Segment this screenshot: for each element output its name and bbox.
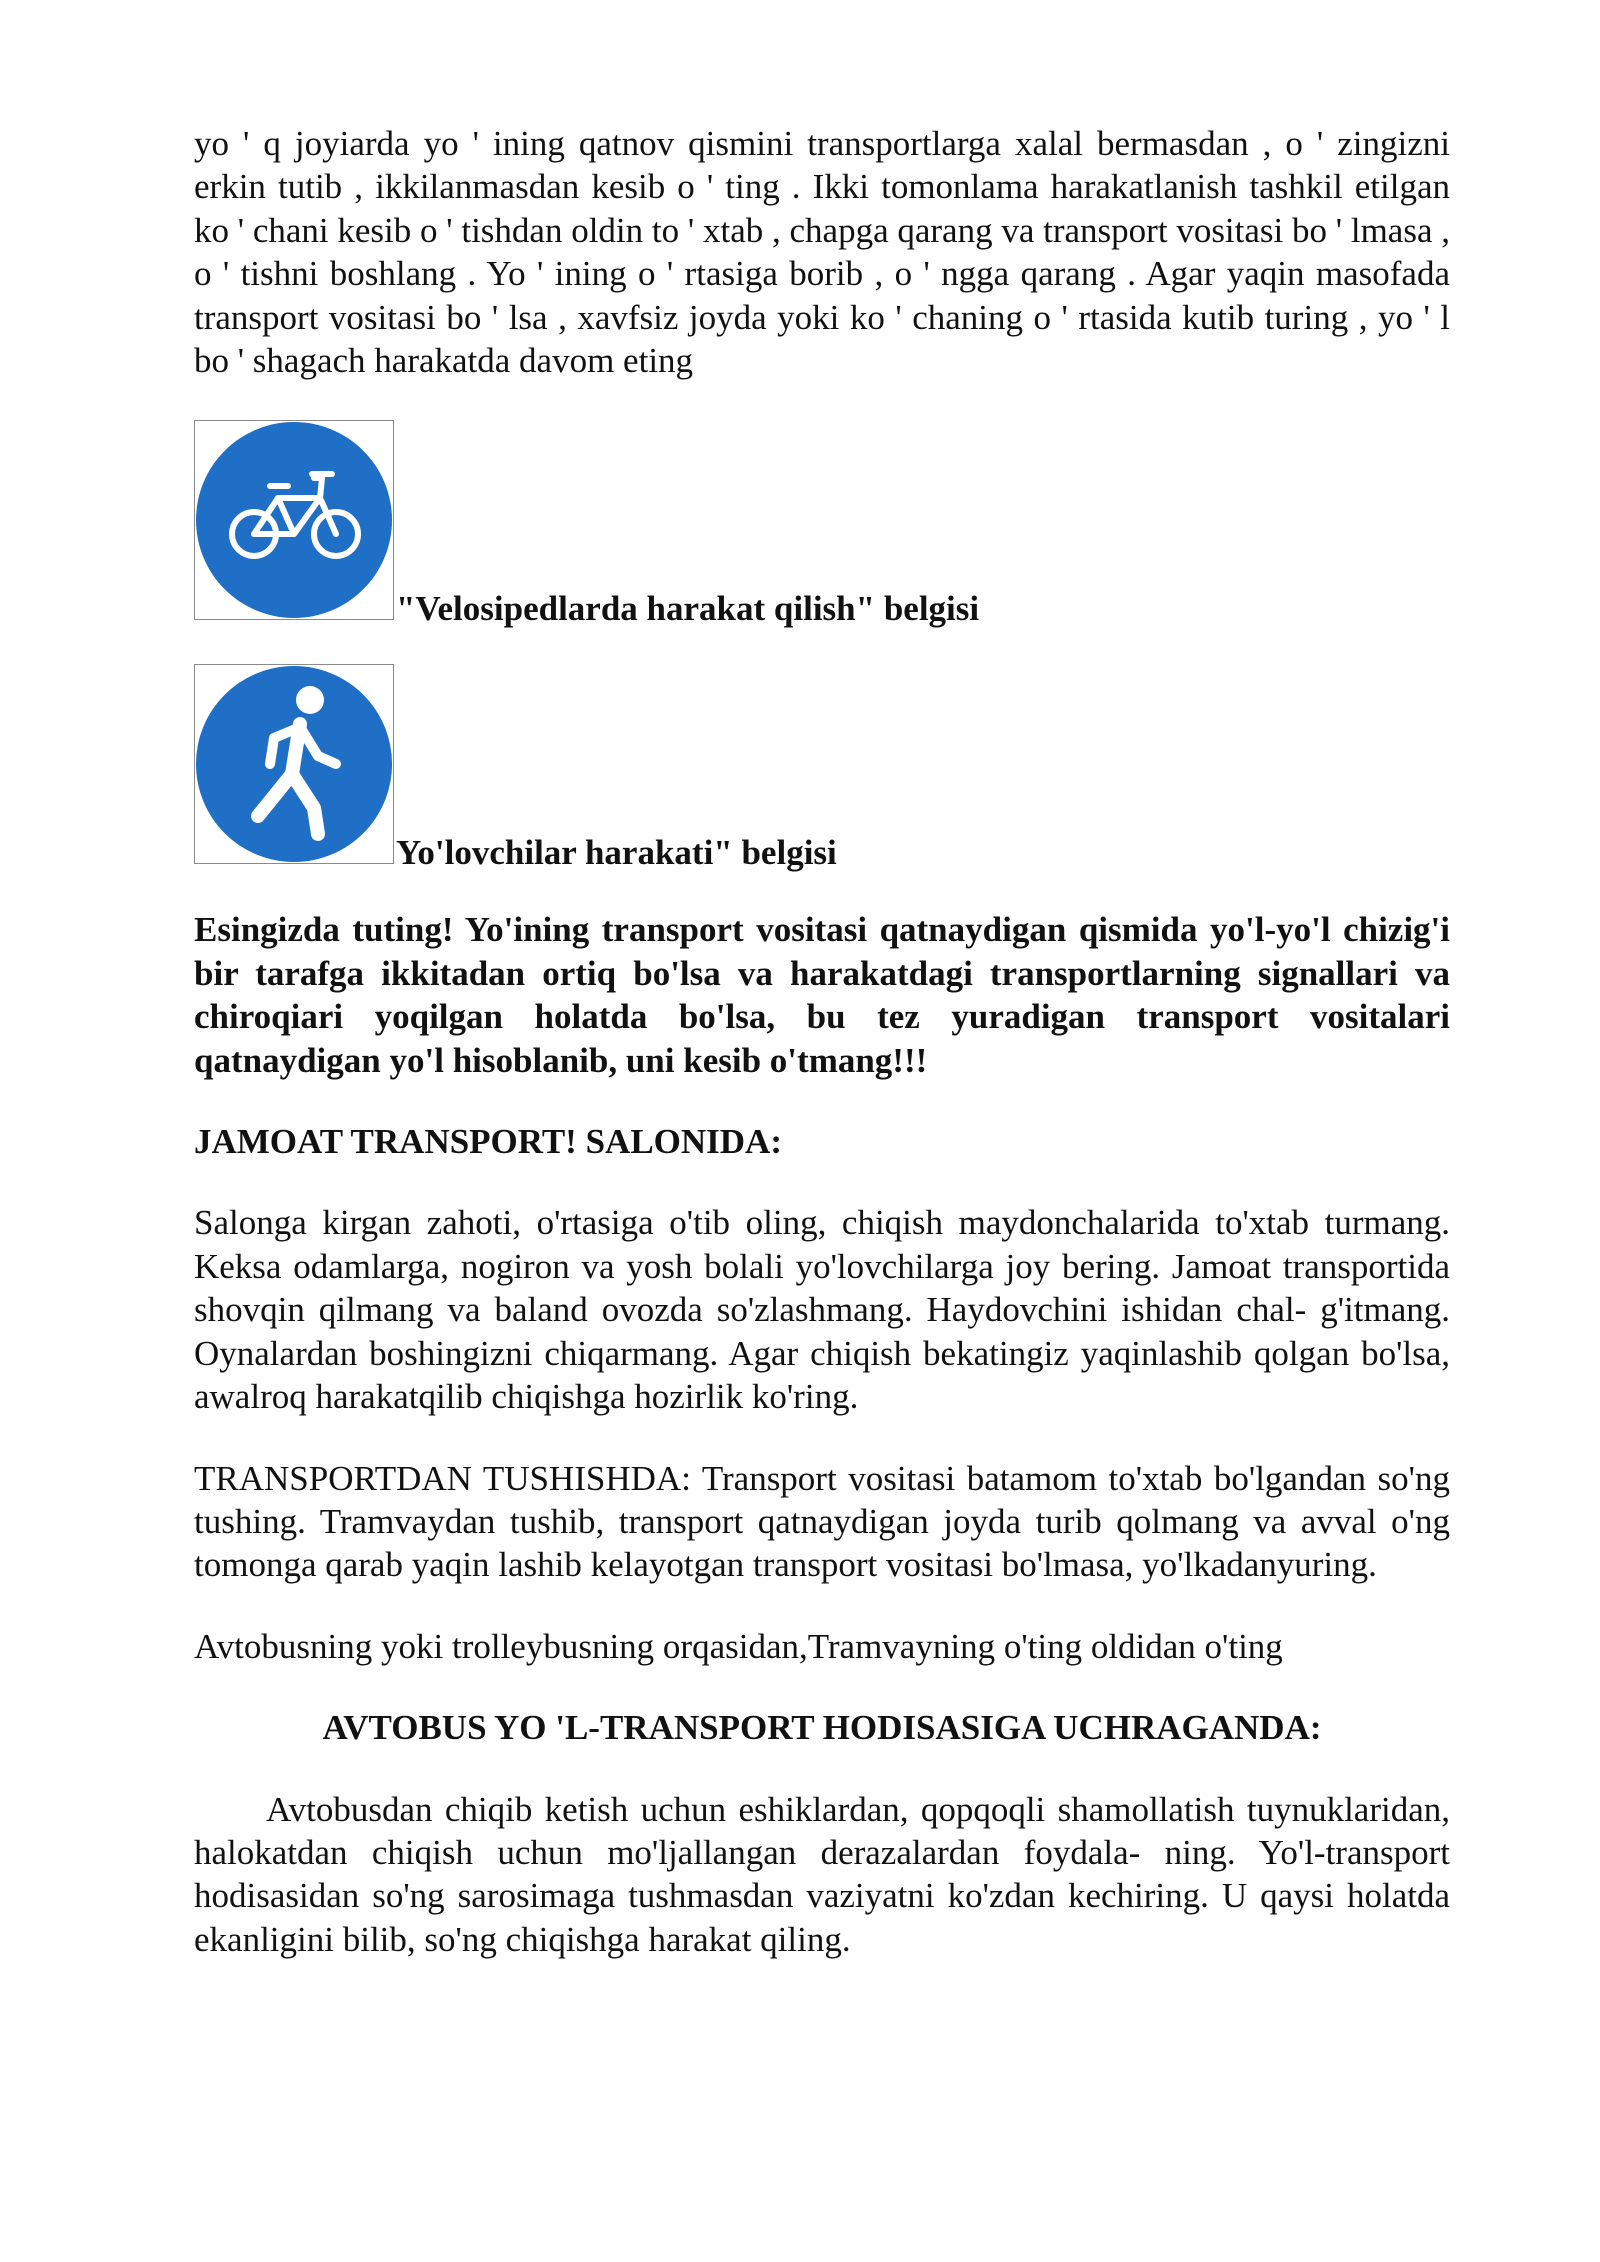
bicycle-icon [196, 422, 392, 618]
bicycle-sign-caption: "Velosipedlarda harakat qilish" belgisi [396, 589, 980, 629]
document-content [194, 122, 1450, 1999]
pedestrian-icon [196, 666, 392, 862]
remember-paragraph: Esingizda tuting! Yo'ining transport vositasi qatnaydigan qismida yo'l-yo'l chizig'i bir tarafga ikkitadan ortiq bo'lsa va harakatdagi transportlarning signallari va chiroqiari yoqilgan holatda bo'lsa, bu tez yuradigan transport vositalari qatnaydigan yo'l hisoblanib, uni kesib o'tmang!!! [194, 910, 1450, 1080]
sign-bicycle-row [194, 420, 1450, 629]
salon-paragraph: Salonga kirgan zahoti, o'rtasiga o'tib oling, chiqish maydonchalarida to'xtab turmang. Keksa odamlarga, nogiron va yosh bolali yo'lovchilarga joy bering. Jamoat transportida shovqin qilmang va baland ovozda so'zlashmang. Haydovchini ishidan chal- g'itmang. Oynalardan boshingizni chiqarmang. Agar chiqish bekatingiz yaqinlashib qolgan bo'lsa, awalroq harakatqilib chiqishga hozirlik ko'ring. [194, 1203, 1450, 1417]
pedestrian-sign-caption: Yo'lovchilar harakati" belgisi [396, 833, 837, 873]
salon-heading: JAMOAT TRANSPORT! SALONIDA: [194, 1122, 782, 1162]
pedestrian-sign-image [194, 664, 394, 864]
sign-pedestrian-row [194, 664, 1450, 873]
bus-tram-paragraph: Avtobusning yoki trolleybusning orqasidan,Tramvayning o'ting oldidan o'ting [194, 1626, 1283, 1666]
bicycle-sign-image [194, 420, 394, 620]
exit-paragraph: TRANSPORTDAN TUSHISHDA: Transport vositasi batamom to'xtab bo'lgandan so'ng tushing. Tramvaydan tushib, transport qatnaydigan joyda turib qolmang va avval o'ng tomonga qarab yaqin lashib kelayotgan transport vositasi bo'lmasa, yo'lkadanyuring. [194, 1458, 1450, 1585]
intro-paragraph: yo ' q joyiarda yo ' ining qatnov qismini transportlarga xalal bermasdan , o ' zingizni erkin tutib , ikkilanmasdan kesib o ' ting . Ikki tomonlama harakatlanish tashkil etilgan ko ' chani kesib o ' tishdan oldin to ' xtab , chapga qarang va transport vositasi bo ' lmasa , o ' tishni boshlang . Yo ' ining o ' rtasiga borib , o ' ngga qarang . Agar yaqin masofada transport vositasi bo ' lsa , xavfsiz joyda yoki ko ' chaning o ' rtasida kutib turing , yo ' l bo ' shagach harakatda davom eting [194, 124, 1450, 381]
accident-heading: AVTOBUS YO 'L-TRANSPORT HODISASIGA UCHRAGANDA: [322, 1708, 1322, 1748]
accident-paragraph: Avtobusdan chiqib ketish uchun eshiklardan, qopqoqli shamollatish tuynuklaridan, halokatdan chiqish uchun mo'ljallangan derazalardan foydala- ning. Yo'l-transport hodisasidan so'ng sarosimaga tushmasdan vaziyatni ko'zdan kechiring. U qaysi holatda ekanligini bilib, so'ng chiqishga harakat qiling. [194, 1789, 1450, 1959]
